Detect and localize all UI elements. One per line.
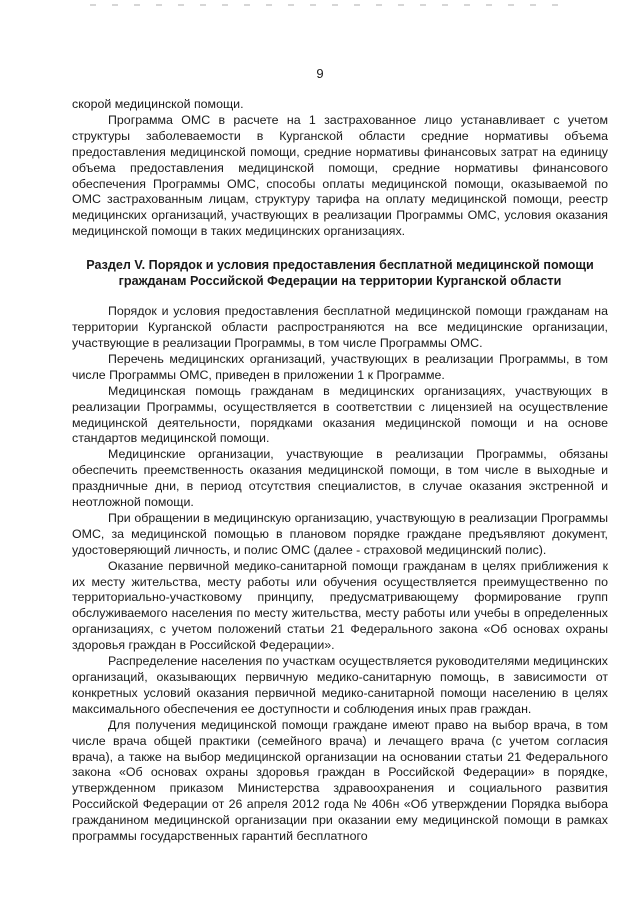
page-number: 9 bbox=[316, 66, 324, 81]
paragraph: Медицинская помощь гражданам в медицинских организациях, участвующих в реализации Программы, осуществляется в соответствии с лицензией на осуществление медицинской деятельности, порядками оказания медицинской помощи и на основе стандартов медицинской помощи. bbox=[72, 383, 608, 446]
paragraph: Оказание первичной медико-санитарной помощи гражданам в целях приближения к их месту жительства, месту работы или обучения осуществляется преимущественно по территориально-участковому принципу, предусматривающему формирование групп обслуживаемого населения по месту жительства, месту работы или учебы в определенных организациях, с учетом положений статьи 21 Федерального закона «Об основах охраны здоровья граждан в Российской Федерации». bbox=[72, 558, 608, 653]
scan-artifact bbox=[90, 4, 560, 6]
section-heading: Раздел V. Порядок и условия предоставления бесплатной медицинской помощи гражданам Российской Федерации на территории Курганской области bbox=[86, 258, 594, 289]
paragraph: скорой медицинской помощи. bbox=[72, 97, 244, 111]
paragraph: При обращении в медицинскую организацию, участвующую в реализации Программы ОМС, за медицинской помощью в плановом порядке граждане предъявляют документ, удостоверяющий личность, и полис ОМС (далее - страховой медицинский полис). bbox=[72, 510, 608, 557]
paragraph: Порядок и условия предоставления бесплатной медицинской помощи гражданам на территории Курганской области распространяются на все медицинские организации, участвующие в реализации Программы, в том числе Программы ОМС. bbox=[72, 304, 608, 350]
paragraph: Перечень медицинских организаций, участвующих в реализации Программы, в том числе Программы ОМС, приведен в приложении 1 к Программе. bbox=[72, 351, 608, 382]
paragraph: Медицинские организации, участвующие в реализации Программы, обязаны обеспечить преемственность оказания медицинской помощи, в том числе в выходные и праздничные дни, в период отсутствия специалистов, в случае оказания экстренной и неотложной помощи. bbox=[72, 447, 608, 510]
paragraph: Программа ОМС в расчете на 1 застрахованное лицо устанавливает с учетом структуры заболеваемости в Курганской области средние нормативы объема предоставления медицинской помощи, средние нормативы финансовых затрат на единицу объема предоставления медицинской помощи, средние нормативы финансового обеспечения Программы ОМС, способы оплаты медицинской помощи, оказываемой по ОМС застрахованным лицам, структуру тарифа на оплату медицинской помощи, реестр медицинских организаций, участвующих в реализации Программы ОМС, условия оказания медицинской помощи в таких медицинских организациях. bbox=[72, 112, 608, 239]
document-body bbox=[72, 97, 608, 845]
paragraph: Распределение населения по участкам осуществляется руководителями медицинских организаций, оказывающих первичную медико-санитарную помощь, в зависимости от конкретных условий оказания первичной медико-санитарной помощи населению в целях максимального обеспечения ее доступности и соблюдения иных прав граждан. bbox=[72, 654, 608, 716]
paragraph: Для получения медицинской помощи граждане имеют право на выбор врача, в том числе врача общей практики (семейного врача) и лечащего врача (с учетом согласия врача), а также на выбор медицинской организации на основании статьи 21 Федерального закона «Об основах охраны здоровья граждан в Российской Федерации» в порядке, утвержденном приказом Министерства здравоохранения и социального развития Российской Федерации от 26 апреля 2012 года № 406н «Об утверждении Порядка выбора гражданином медицинской организации при оказании ему медицинской помощи в рамках программы государственных гарантий бесплатного bbox=[72, 717, 608, 844]
